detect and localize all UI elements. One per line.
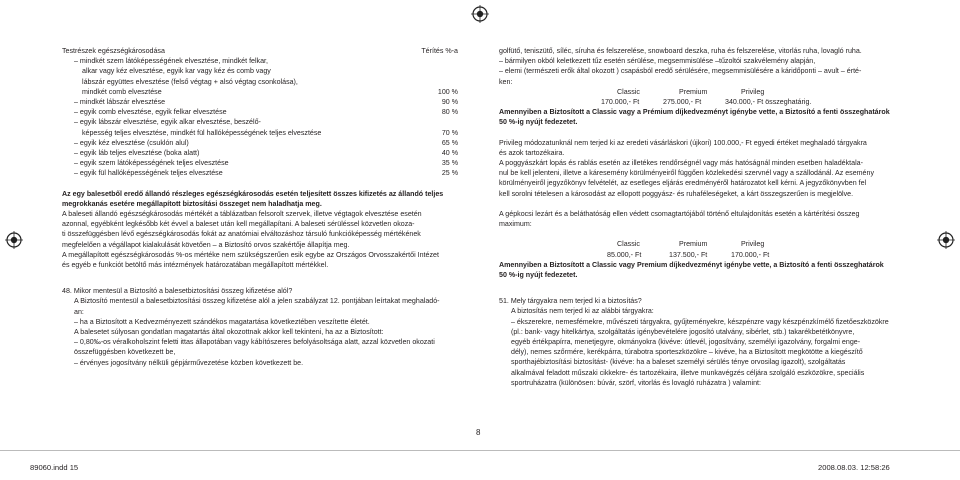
footer-timestamp: 2008.08.03. 12:58:26: [818, 463, 890, 472]
table-row-percent: 70 %: [441, 128, 458, 137]
table-row-text: – egyik lábszár elvesztése, egyik alkar elvesztése, beszélő-: [74, 118, 261, 127]
section-48-body: [62, 296, 466, 367]
text-line: összefüggésben következett be,: [74, 348, 176, 357]
package-cell: Classic: [617, 87, 640, 96]
text-line: és azok tartozékaira.: [499, 148, 565, 157]
table-row: [62, 128, 466, 138]
section-48-title: 48. Mikor mentesül a Biztosító a balesetbiztosítási összeg kifizetése alól?: [62, 287, 293, 296]
table-row-text: lábszár együttes elvesztése (felső végtag + alsó végtag csonkolása),: [82, 77, 298, 86]
text-line: ti összefüggésben lévő egészségkárosodás fokát az anatómiai elváltozáshoz társuló funkcióképesség mértékének: [62, 230, 421, 239]
table-row-text: képesség teljes elvesztése, mindkét fül hallóképességének teljes elvesztése: [82, 128, 322, 137]
text-line: – ha a Biztosított a Kedvezményezett szándékos magatartása következtében veszítette életét.: [74, 317, 370, 326]
table-row: [62, 56, 466, 66]
section-51-title: 51. Mely tárgyakra nem terjed ki a biztosítás?: [499, 297, 642, 306]
table-row: [62, 66, 466, 76]
table-row-percent: 25 %: [441, 169, 458, 178]
registration-mark-icon: [5, 231, 23, 249]
table-row-percent: 100 %: [437, 87, 458, 96]
text-line: azonnal, egyébként legkésőbb két évvel a baleset után kell megállapítani. A baleseti sérüléssel közvetlen okoza-: [62, 220, 415, 229]
text-line: nul be kell jelenteni, illetve a káresemény körülményeiről függően közlekedési szervnél vagy a szállodánál. Az esemény: [499, 169, 874, 178]
registration-mark-icon: [471, 5, 489, 23]
table-row: [62, 77, 466, 87]
text-line: sportruházatra (különösen: búvár, szörf, vitorlás és lovagló ruházatra ) valamint:: [511, 378, 761, 387]
text-line: kell sorolni tételesen a károsodást az ellopott poggyász- és ruhaféleségeket, a kárt összegszerűen is megjelölve.: [499, 189, 854, 198]
table-row-percent: [428, 77, 466, 87]
left-column: [62, 46, 466, 368]
package-cell: Privileg: [741, 87, 765, 96]
bold-line: Az egy balesetből eredő állandó részleges egészségkárosodás esetén teljesített összes kifizetés az állandó teljes: [62, 189, 444, 198]
footer-divider: [0, 450, 960, 451]
table-row: [62, 158, 466, 168]
package-cell: 137.500,- Ft: [669, 250, 708, 259]
text-line: A biztosítás nem terjed ki az alábbi tárgyakra:: [511, 307, 654, 316]
bold-line: 50 %-ig nyújt fedezetet.: [499, 118, 578, 127]
table-row-text: – egyik kéz elvesztése (csuklón alul): [74, 138, 189, 147]
table-row-text: – egyik láb teljes elvesztése (boka alatt): [74, 149, 200, 158]
page-number: 8: [476, 428, 481, 437]
table-row-percent: [428, 117, 466, 127]
bold-line: Amennyiben a Biztosított a Classic vagy a Prémium díjkedvezményt igénybe vette, a Biztosító a fenti összeghatárok: [499, 108, 890, 117]
car-theft-package-limits: [499, 250, 917, 260]
table-row-text: – egyik fül hallóképességének teljes elvesztése: [74, 169, 223, 178]
assessment-paragraph: [62, 209, 466, 270]
package-cell: Premium: [679, 240, 708, 249]
discount-note: [499, 107, 917, 127]
table-row-text: – mindkét szem látóképességének elvesztése, mindkét felkar,: [74, 57, 268, 66]
bold-line: megrokkanás esetére megállapított biztosítási összeget nem haladhatja meg.: [62, 199, 322, 208]
text-line: – 0,80‰-os véralkoholszint feletti ittas állapotában vagy kábítószeres befolyásoltsága alatt, azzal közvetlen okozati: [74, 338, 435, 347]
injury-table: [62, 56, 466, 178]
table-row-percent: 40 %: [441, 149, 458, 158]
text-line: – ékszerekre, nemesfémekre, művészeti tárgyakra, gyűjteményekre, készpénzre vagy készpénzkímélő fizetőeszközökre: [511, 317, 889, 326]
text-line: A megállapított egészségkárosodás %-os mértéke nem szükségszerűen esik egybe az Országos Orvosszakértői Intézet: [62, 250, 439, 259]
package-cell: 85.000,- Ft: [607, 250, 642, 259]
registration-mark-icon: [937, 231, 955, 249]
table-row-percent: 65 %: [441, 138, 458, 147]
text-line: ken:: [499, 77, 513, 86]
table-row: [62, 97, 466, 107]
text-line: golfütő, teniszütő, síléc, síruha és felszerelése, snowboard deszka, ruha és felszerelése, vitorlás ruha, lovagló ruha.: [499, 47, 862, 55]
text-line: an:: [74, 307, 84, 316]
package-cell: 170.000,- Ft: [601, 98, 640, 107]
package-headers: [499, 87, 917, 97]
table-header: [62, 46, 466, 56]
text-line: [499, 199, 917, 209]
text-line: sporthajébiztosítási biztosítást- (kivéve: ha a baleset személyi sérülés ténye orvosilag igazolt), szolgáltatás: [511, 358, 846, 367]
table-row: [62, 87, 466, 97]
package-cell: 275.000,- Ft: [663, 98, 702, 107]
text-line: alkalmával feladott műszaki cikkekre- és tartozékaira, illetve munkavégzés céljára szolgáló eszközökre, speciális: [511, 368, 865, 377]
text-line: dély), nemes szőrmére, kerékpárra, túrabotra sporteszközökre – kivéve, ha a Biztosított megkötötte a kiegészítő: [511, 348, 863, 357]
table-row: [62, 117, 466, 127]
luggage-items-text: [499, 46, 917, 87]
table-row: [62, 148, 466, 158]
text-line: A balesetet súlyosan gondatlan magatartás által okozottnak akkor kell tekinteni, ha az a Biztosított:: [74, 328, 384, 337]
text-line: A baleseti állandó egészségkárosodás mértékét a táblázatban felsorolt szervek, illetve végtagok elvesztése esetén: [62, 210, 422, 219]
text-line: A gépkocsi lezárt és a beláthatóság ellen védett csomagtartójából történő eltulajdonítás esetén a kártérítési összeg: [499, 210, 860, 219]
table-row-percent: [428, 66, 466, 76]
package-cell: 170.000,- Ft: [731, 250, 770, 259]
table-row-text: – mindkét lábszár elvesztése: [74, 98, 166, 107]
table-row-percent: 80 %: [441, 108, 458, 117]
text-line: egyéb értékpapírra, menetjegyre, okmányokra (kivéve: útlevél, jogosítvány, személyi igazolvány, forgalmi enge-: [511, 338, 861, 347]
table-row-percent: [428, 56, 466, 66]
package-cell: 340.000,- Ft összeghatárig.: [725, 98, 812, 107]
text-line: – bármilyen okból keletkezett tűz esetén sérülése, megsemmisülése –tűzoltói szakvélemény alapján,: [499, 57, 816, 66]
table-row-text: mindkét comb elvesztése: [82, 87, 162, 96]
package-cell: Privileg: [741, 240, 765, 249]
text-line: – elemi (természeti erők által okozott ) csapásból eredő sérülésére, megsemmisülésére a káridőponti – avult – érté-: [499, 67, 862, 76]
package-cell: Premium: [679, 87, 708, 96]
text-line: A poggyászkárt lopás és rablás esetén az illetékes rendőrségnél vagy más hatóságnál minden esetben haladéktala-: [499, 159, 863, 168]
text-line: körülményeiről jegyzőkönyv felvételét, az esetleges eljárás eredményéről határozatot kell kérni. A jegyzőkönyvben fel: [499, 179, 867, 188]
text-line: maximum:: [499, 220, 532, 229]
theft-conditions-text: [499, 138, 917, 230]
table-row-text: alkar vagy kéz elvesztése, egyik kar vagy kéz és comb vagy: [82, 67, 271, 76]
table-row: [62, 138, 466, 148]
package-cell: Classic: [617, 240, 640, 249]
table-row: [62, 168, 466, 178]
bold-line: Amennyiben a Biztosított a Classic vagy Premium díjkedvezményt igénybe vette, a Biztosító a fenti összeghatárok: [499, 260, 884, 269]
table-row-percent: 90 %: [441, 98, 458, 107]
table-row-percent: 35 %: [441, 159, 458, 168]
table-row: [62, 107, 466, 117]
car-theft-discount-note: [499, 260, 917, 280]
text-line: és egyéb e funkciót betöltő más intézmények határozatában megállapított mértékkel.: [62, 261, 329, 270]
table-header-percent: Térítés %-a: [421, 47, 458, 55]
text-line: megfelelően a végállapot kialakulását követően – a Biztosító orvos szakértője állapítja meg.: [62, 240, 350, 249]
footer-file-name: 89060.indd 15: [30, 463, 79, 472]
text-line: A Biztosító mentesül a balesetbiztosítási összeg kifizetése alól a jelen szabályzat 12. pontjában leírtakat meghaladó-: [74, 297, 440, 306]
bold-line: 50 %-ig nyújt fedezetet.: [499, 271, 578, 280]
text-line: (pl.: bank- vagy hitelkártya, szolgáltatás igénybevételére jogosító utalvány, sibérlet, stb.) takarékbetétkönyvre,: [511, 327, 855, 336]
table-row-text: – egyik szem látóképességének teljes elvesztése: [74, 159, 229, 168]
bold-paragraph: [62, 189, 466, 209]
section-51-body: [499, 306, 917, 388]
car-theft-package-headers: [499, 239, 917, 249]
text-line: – érvényes jogosítvány nélküli gépjárművezetése közben következett be.: [74, 358, 304, 367]
text-line: Privileg módozatunknál nem terjed ki az eredeti vásárláskori (újkori) 100.000,- Ft egyedi értéket meghaladó tárgyakra: [499, 138, 867, 147]
package-limits: [499, 97, 917, 107]
right-column: [499, 46, 917, 388]
table-row-text: – egyik comb elvesztése, egyik felkar elvesztése: [74, 108, 227, 117]
table-header-body-part: Testrészek egészségkárosodása: [62, 47, 165, 55]
